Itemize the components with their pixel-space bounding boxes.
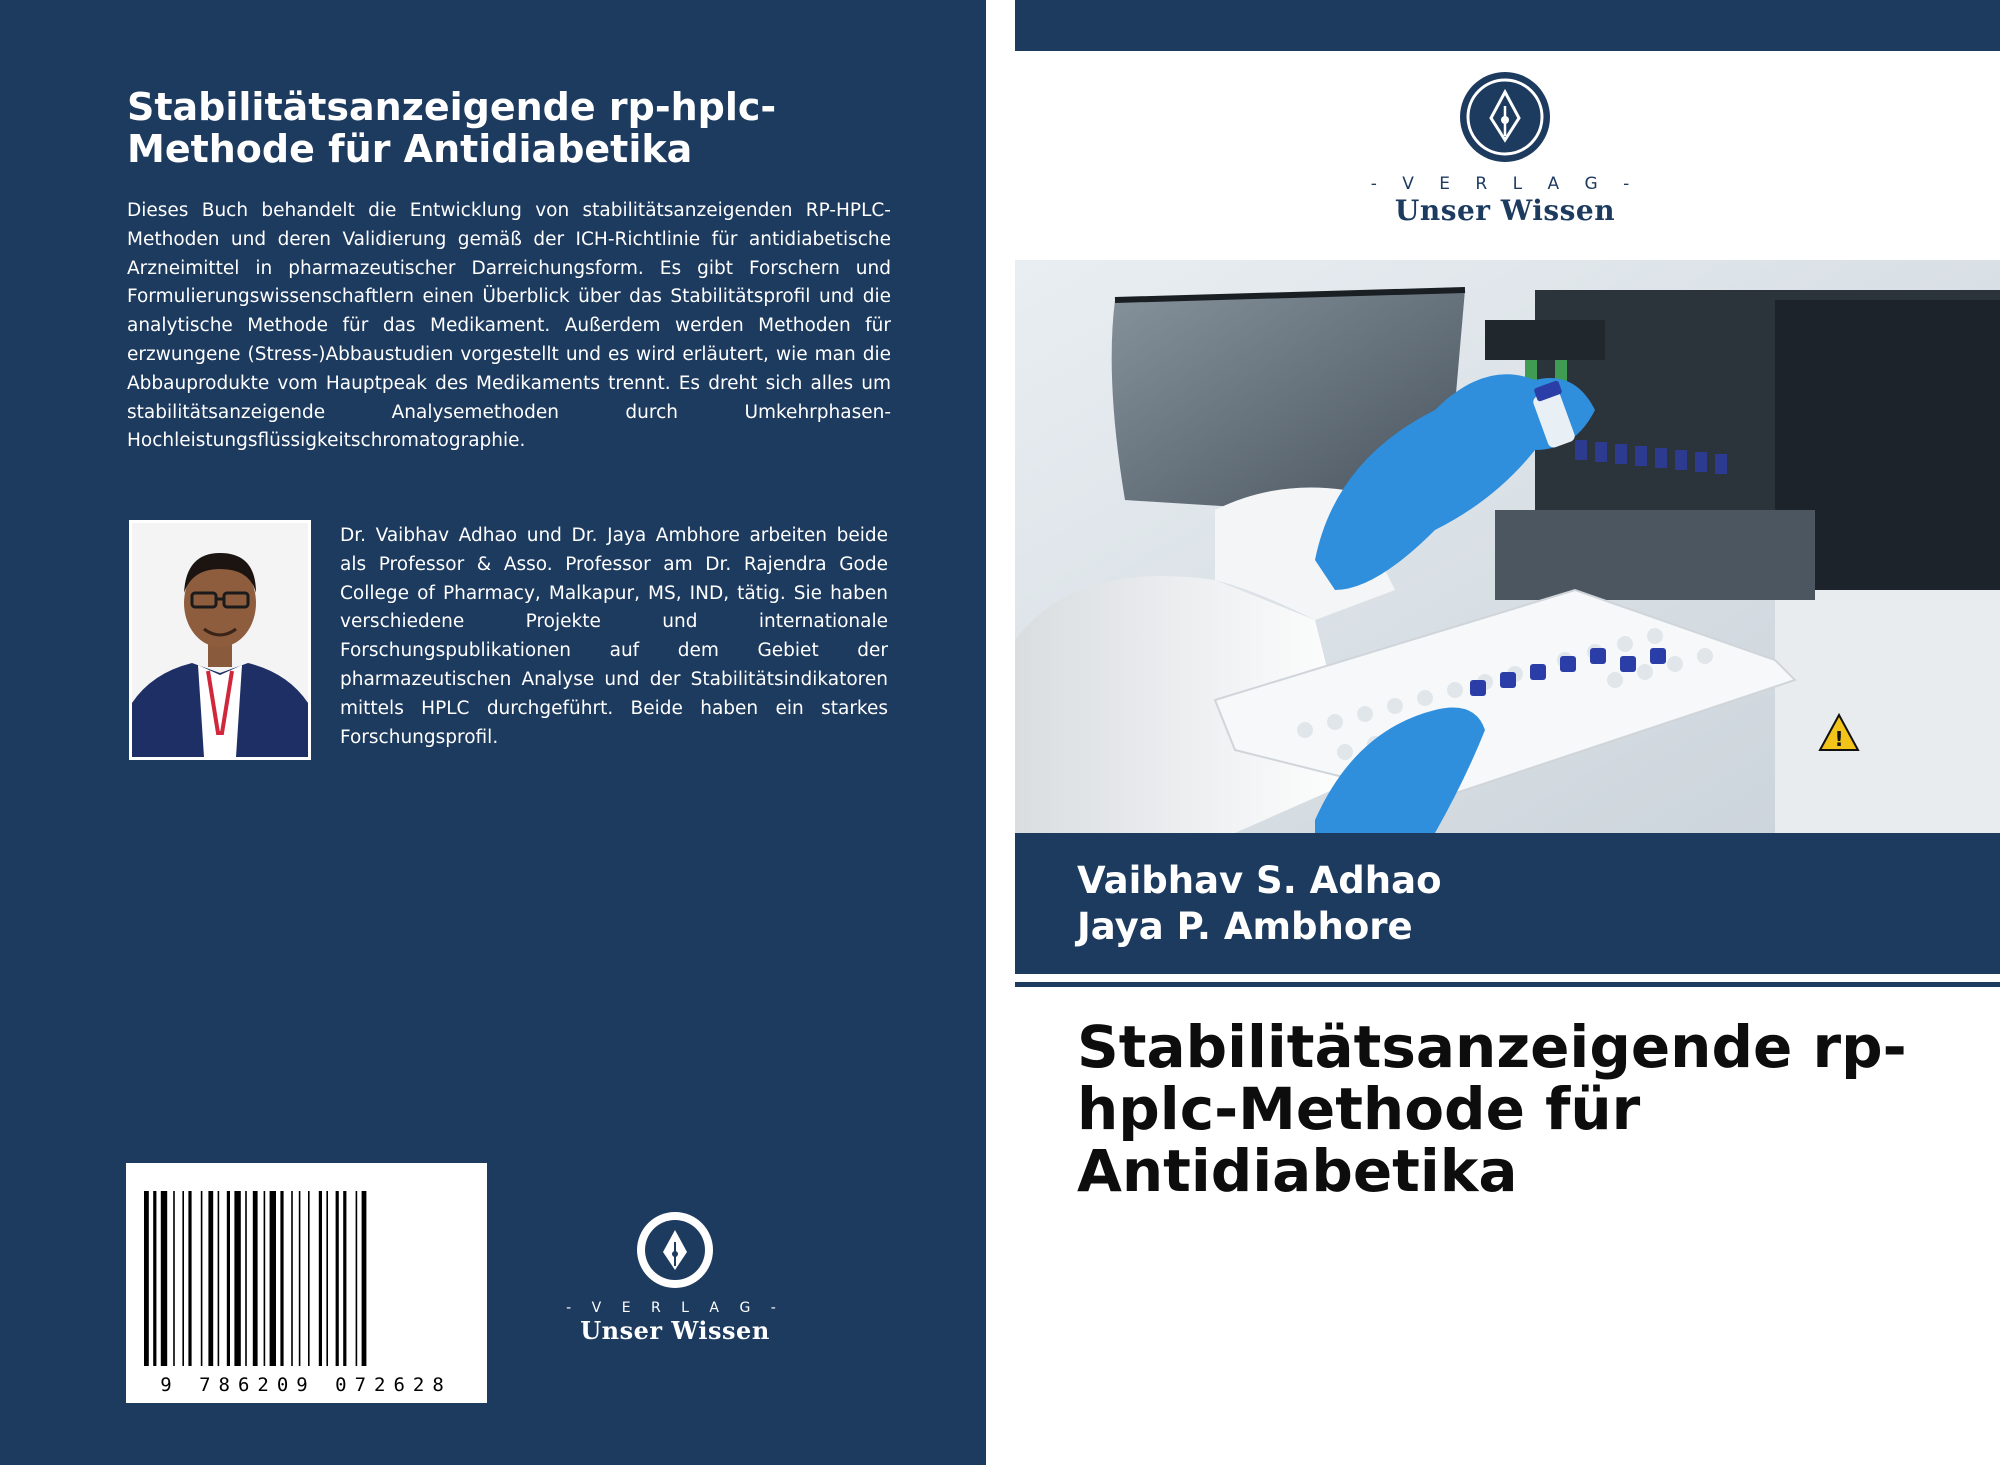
- top-band: [1015, 0, 2000, 51]
- publisher-logo: [1335, 70, 1675, 227]
- front-title-line-3: Antidiabetika: [1077, 1137, 1518, 1205]
- barcode-bar: [218, 1191, 220, 1366]
- svg-text:!: !: [1834, 727, 1844, 751]
- back-cover: [0, 0, 986, 1465]
- divider-rule: [1015, 982, 2000, 987]
- barcode-bar: [253, 1191, 258, 1366]
- publisher-verlag-label: - V E R L A G -: [1370, 174, 1640, 194]
- barcode-bar: [208, 1191, 213, 1366]
- publisher-logo-small: [560, 1210, 790, 1345]
- author-name-1: Vaibhav S. Adhao: [1077, 859, 1442, 902]
- front-cover: [1015, 0, 2000, 1465]
- isbn-barcode: [126, 1163, 487, 1403]
- back-title-line-2: Methode für Antidiabetika: [127, 127, 693, 171]
- barcode-bar: [173, 1191, 175, 1366]
- barcode-bar: [264, 1191, 266, 1366]
- barcode-bar: [299, 1191, 301, 1366]
- cover-photo: [1015, 260, 2000, 833]
- barcode-bar: [336, 1191, 339, 1366]
- front-title-line-1: Stabilitätsanzeigende rp-: [1077, 1013, 1907, 1081]
- author-photo: [129, 520, 311, 760]
- barcode-bar: [356, 1191, 358, 1366]
- barcode-bar: [308, 1191, 310, 1366]
- publisher-name-small: Unser Wissen: [580, 1316, 770, 1345]
- barcode-bar: [227, 1191, 230, 1366]
- author-band: [1015, 833, 2000, 974]
- lab-photo-hplc-autosampler: [1015, 260, 2000, 833]
- barcode-bar: [182, 1191, 184, 1366]
- publisher-seal-large: [1458, 70, 1552, 164]
- barcode-bar: [234, 1191, 240, 1366]
- barcode-bar: [291, 1191, 293, 1366]
- barcode-bar: [144, 1191, 149, 1366]
- barcode-bar: [245, 1191, 247, 1366]
- barcode-bar: [326, 1191, 328, 1366]
- barcode-bar: [201, 1191, 203, 1366]
- barcode-bar: [153, 1191, 156, 1366]
- barcode-bar: [270, 1191, 276, 1366]
- barcode-bar: [188, 1191, 191, 1366]
- book-description: Dieses Buch behandelt die Entwicklung von stabilitätsanzeigenden RP-HPLC-Methoden und deren Validierung gemäß der ICH-Richtlinie für antidiabetische Arzneimittel in pharmazeutischer Darreichungsform. Es gibt Forschern und Formulierungswissenschaftlern einen Überblick über das Stabilitätsprofil und die analytische Methode für das Medikament. Außerdem werden Methoden für erzwungene (Stress-)Abbaustudien vorgestellt und es wird erläutert, wie man die Abbauprodukte vom Hauptpeak des Medikaments trennt. Es dreht sich alles um stabilitätsanzeigende Analysemethoden durch Umkehrphasen-Hochleistungsflüssigkeitschromatographie.: [127, 200, 891, 452]
- back-title-line-1: Stabilitätsanzeigende rp-hplc-: [127, 85, 777, 129]
- publisher-name: Unser Wissen: [1394, 194, 1616, 227]
- barcode-bar: [343, 1191, 346, 1366]
- publisher-verlag-label: - V E R L A G -: [566, 1300, 784, 1316]
- isbn-digits: 9 786209 072628: [160, 1374, 452, 1396]
- front-cover-title: [1077, 1013, 1957, 1205]
- barcode-graphic: [126, 1163, 487, 1403]
- barcode-bar: [280, 1191, 283, 1366]
- barcode-bar: [362, 1191, 367, 1366]
- back-cover-title: [127, 86, 887, 170]
- front-title-line-2: hplc-Methode für: [1077, 1075, 1641, 1143]
- publisher-seal: [635, 1210, 715, 1290]
- barcode-bar: [319, 1191, 322, 1366]
- barcode-bar: [161, 1191, 167, 1366]
- author-name-2: Jaya P. Ambhore: [1077, 905, 1413, 948]
- author-portrait-image: [132, 523, 308, 757]
- author-bio: Dr. Vaibhav Adhao und Dr. Jaya Ambhore arbeiten beide als Professor & Asso. Professor am Dr. Rajendra Gode College of Pharmacy, Malkapur, MS, IND, tätig. Sie haben verschiedene Projekte und internationale Forschungspublikationen auf dem Gebiet der pharmazeutischen Analyse und der Stabilitätsindikatoren mittels HPLC durchgeführt. Beide haben ein starkes Forschungsprofil.: [340, 525, 888, 748]
